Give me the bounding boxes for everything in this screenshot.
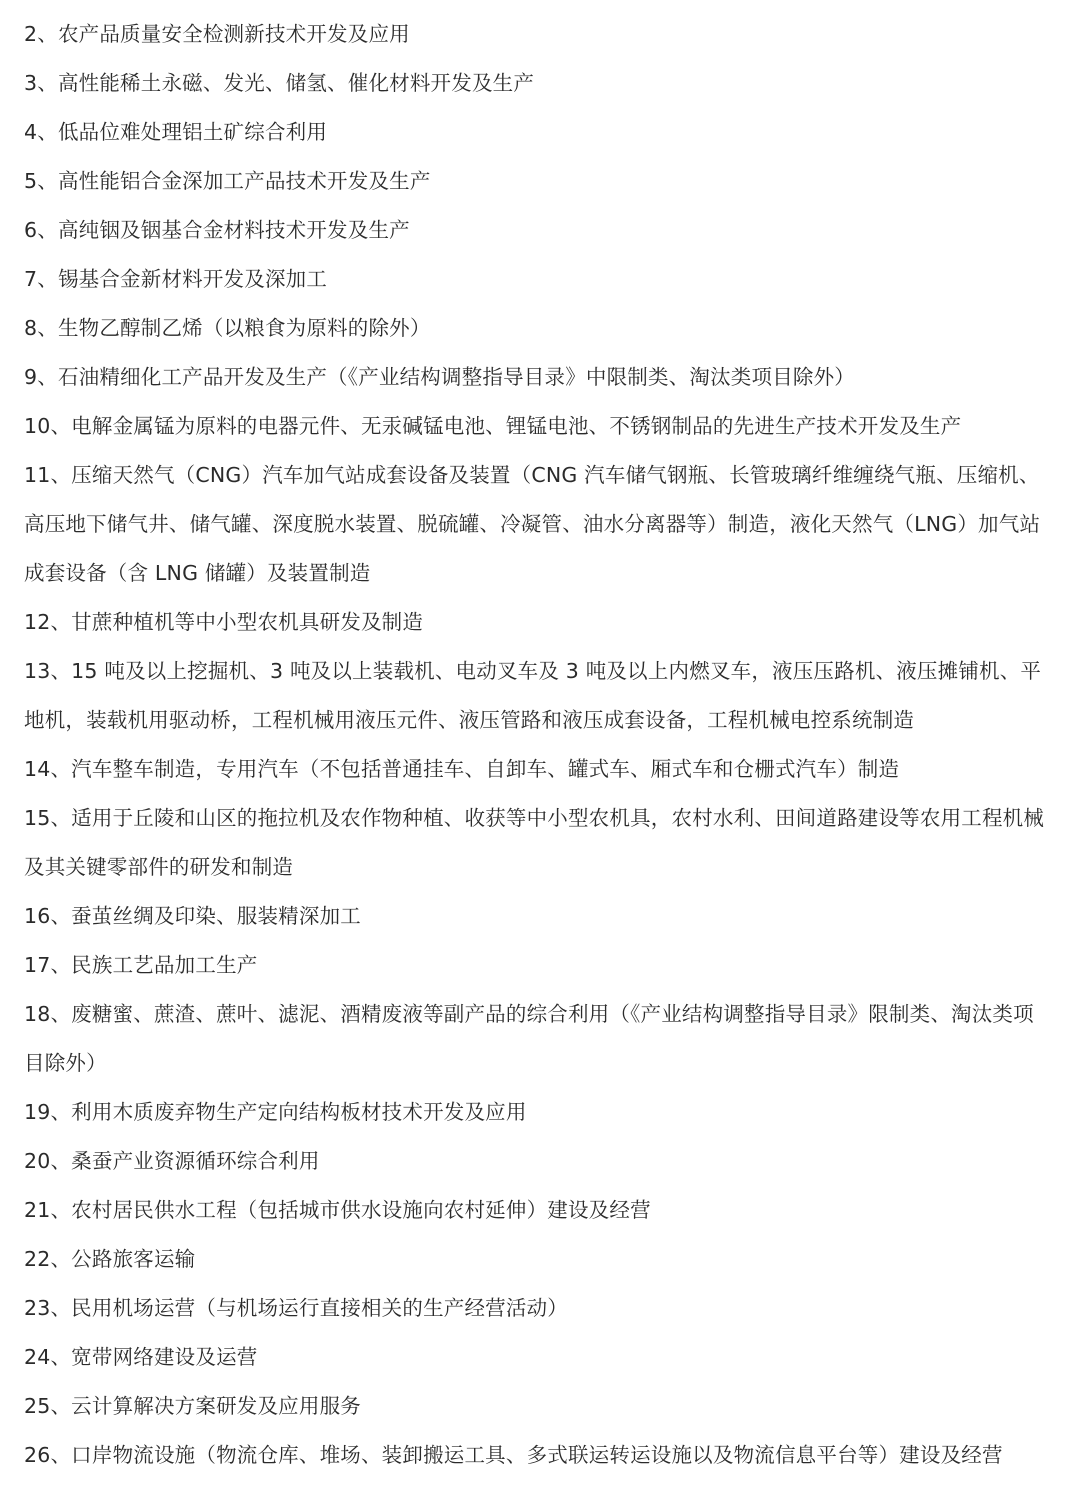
list-item: 4、低品位难处理铝土矿综合利用 — [24, 120, 328, 144]
list-item: 15、适用于丘陵和山区的拖拉机及农作物种植、收获等中小型农机具，农村水利、田间道路建设等农用工程机械及其关键零部件的研发和制造 — [24, 806, 1045, 879]
list-item: 14、汽车整车制造，专用汽车（不包括普通挂车、自卸车、罐式车、厢式车和仓栅式汽车）制造 — [24, 757, 900, 781]
list-item: 22、公路旅客运输 — [24, 1247, 196, 1271]
list-item: 7、锡基合金新材料开发及深加工 — [24, 267, 328, 291]
list-item: 21、农村居民供水工程（包括城市供水设施向农村延伸）建设及经营 — [24, 1198, 651, 1222]
list-item: 24、宽带网络建设及运营 — [24, 1345, 258, 1369]
list-item: 10、电解金属锰为原料的电器元件、无汞碱锰电池、锂锰电池、不锈钢制品的先进生产技术开发及生产 — [24, 414, 962, 438]
list-item: 20、桑蚕产业资源循环综合利用 — [24, 1149, 320, 1173]
list-item: 6、高纯铟及铟基合金材料技术开发及生产 — [24, 218, 410, 242]
list-item: 9、石油精细化工产品开发及生产（《产业结构调整指导目录》中限制类、淘汰类项目除外） — [24, 365, 855, 389]
list-item: 26、口岸物流设施（物流仓库、堆场、装卸搬运工具、多式联运转运设施以及物流信息平台等）建设及经营 — [24, 1443, 1003, 1467]
list-item: 25、云计算解决方案研发及应用服务 — [24, 1394, 361, 1418]
list-item: 13、15 吨及以上挖掘机、3 吨及以上装载机、电动叉车及 3 吨及以上内燃叉车，液压压路机、液压摊铺机、平地机，装载机用驱动桥，工程机械用液压元件、液压管路和液压成套设备，工程机械电控系统制造 — [24, 659, 1042, 732]
list-item: 17、民族工艺品加工生产 — [24, 953, 258, 977]
list-item: 11、压缩天然气（CNG）汽车加气站成套设备及装置（CNG 汽车储气钢瓶、长管玻璃纤维缠绕气瓶、压缩机、高压地下储气井、储气罐、深度脱水装置、脱硫罐、冷凝管、油水分离器等）制造，液化天然气（LNG）加气站成套设备（含 LNG 储罐）及装置制造 — [24, 463, 1041, 585]
list-item: 19、利用木质废弃物生产定向结构板材技术开发及应用 — [24, 1100, 527, 1124]
list-item: 3、高性能稀土永磁、发光、储氢、催化材料开发及生产 — [24, 71, 535, 95]
list-item: 8、生物乙醇制乙烯（以粮食为原料的除外） — [24, 316, 431, 340]
list-item: 18、废糖蜜、蔗渣、蔗叶、滤泥、酒精废液等副产品的综合利用（《产业结构调整指导目录》限制类、淘汰类项目除外） — [24, 1002, 1034, 1075]
list-item: 16、蚕茧丝绸及印染、服装精深加工 — [24, 904, 361, 928]
document-body — [24, 10, 1054, 1480]
list-item: 12、甘蔗种植机等中小型农机具研发及制造 — [24, 610, 424, 634]
list-item: 5、高性能铝合金深加工产品技术开发及生产 — [24, 169, 431, 193]
list-item: 23、民用机场运营（与机场运行直接相关的生产经营活动） — [24, 1296, 568, 1320]
list-item: 2、农产品质量安全检测新技术开发及应用 — [24, 22, 410, 46]
